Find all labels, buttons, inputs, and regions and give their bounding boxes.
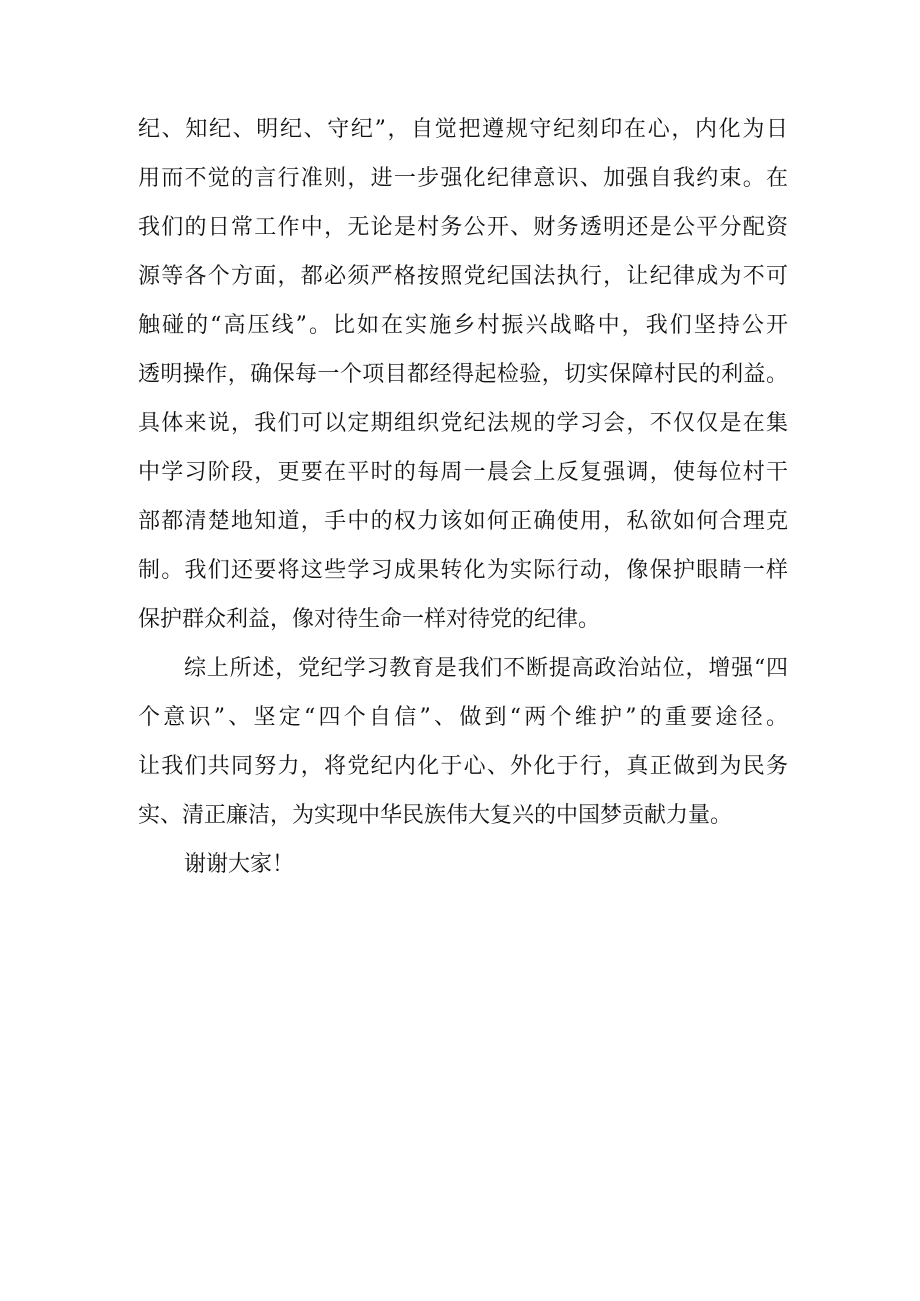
paragraph-summary: [138, 649, 788, 845]
text-line: 源等各个方面，都必须严格按照党纪国法执行，让纪律成为不可: [138, 264, 788, 289]
text-line: 具体来说，我们可以定期组织党纪法规的学习会，不仅仅是在集: [138, 411, 788, 436]
text-line: 部都清楚地知道，手中的权力该如何正确使用，私欲如何合理克: [138, 509, 788, 534]
text-line: 制。我们还要将这些学习成果转化为实际行动，像保护眼睛一样: [138, 558, 788, 583]
text-line: 让我们共同努力，将党纪内化于心、外化于行，真正做到为民务: [138, 754, 788, 779]
text-line: 触碰的“高压线”。比如在实施乡村振兴战略中，我们坚持公开: [138, 313, 788, 338]
closing-line: 谢谢大家！: [184, 852, 295, 877]
text-line: 个意识”、坚定“四个自信”、做到“两个维护”的重要途径。: [138, 705, 788, 730]
paragraph-discipline: [138, 110, 788, 649]
text-line: 保护群众利益，像对待生命一样对待党的纪律。: [138, 607, 601, 632]
text-line: 实、清正廉洁，为实现中华民族伟大复兴的中国梦贡献力量。: [138, 803, 733, 828]
text-line: 中学习阶段，更要在平时的每周一晨会上反复强调，使每位村干: [138, 460, 788, 485]
text-line: 综上所述，党纪学习教育是我们不断提高政治站位，增强“四: [184, 656, 788, 681]
text-line: 纪、知纪、明纪、守纪”，自觉把遵规守纪刻印在心，内化为日: [138, 117, 788, 142]
text-line: 我们的日常工作中，无论是村务公开、财务透明还是公平分配资: [138, 215, 788, 240]
document-body: [138, 110, 788, 894]
paragraph-closing: [138, 845, 788, 894]
text-line: 透明操作，确保每一个项目都经得起检验，切实保障村民的利益。: [138, 362, 788, 387]
text-line: 用而不觉的言行准则，进一步强化纪律意识、加强自我约束。在: [138, 166, 788, 191]
